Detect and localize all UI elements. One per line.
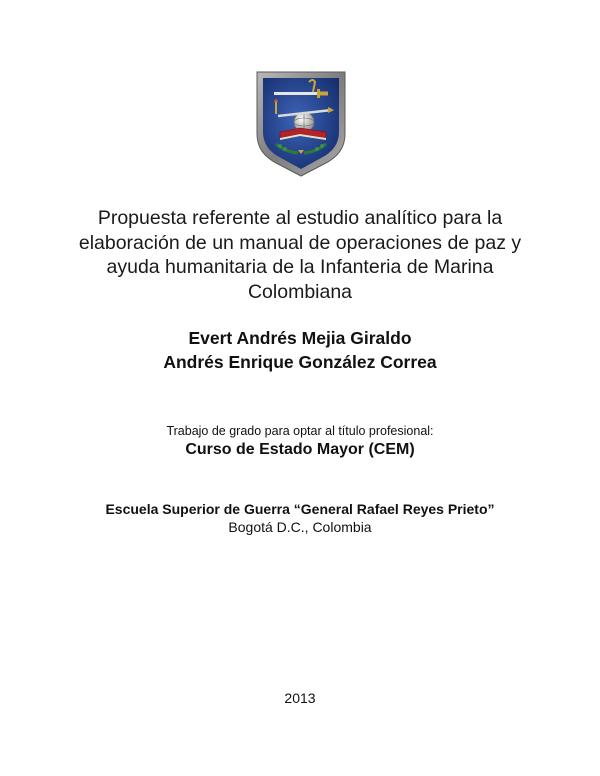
title-line: Colombiana: [247, 280, 353, 303]
publication-year: 2013: [284, 690, 316, 706]
crest-shield-graphic: [254, 70, 348, 178]
degree-intro-text: Trabajo de grado para optar al título profesional:: [166, 424, 434, 438]
thesis-title: [60, 206, 540, 304]
title-line: elaboración de un manual de operaciones de paz y: [78, 231, 522, 254]
author-name: Evert Andrés Mejia Giraldo: [188, 328, 412, 348]
author-list: [60, 326, 540, 374]
title-line: ayuda humanitaria de la Infanteria de Marina: [106, 256, 494, 278]
author-name: Andrés Enrique González Correa: [163, 352, 437, 372]
school-crest-icon: [254, 70, 348, 178]
school-name: Escuela Superior de Guerra “General Rafael Reyes Prieto”: [105, 501, 495, 517]
title-line: Propuesta referente al estudio analítico para la: [97, 207, 503, 229]
degree-name: Curso de Estado Mayor (CEM): [185, 441, 415, 458]
city-country: Bogotá D.C., Colombia: [228, 519, 372, 535]
